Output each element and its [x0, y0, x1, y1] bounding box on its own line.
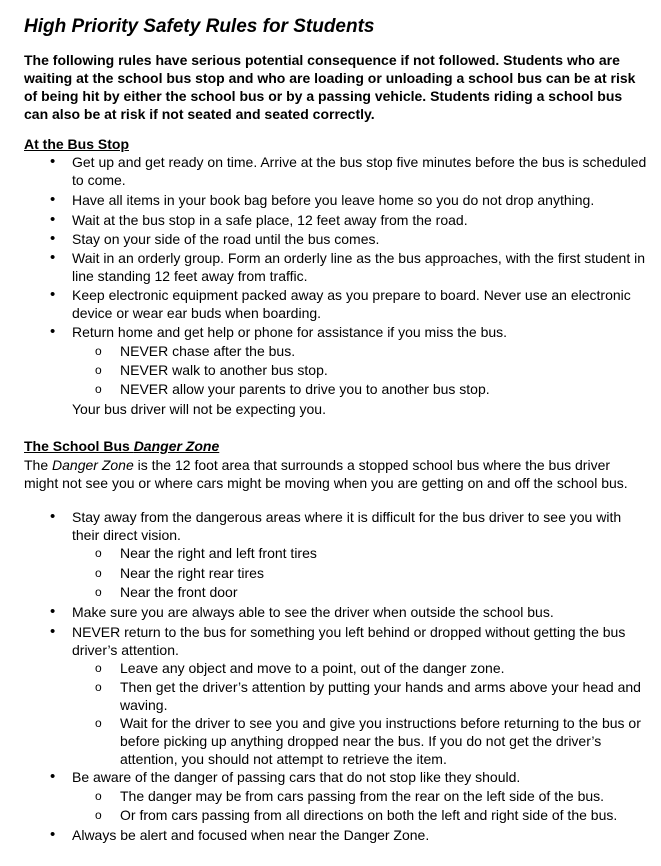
bullet-marker: • — [50, 153, 56, 170]
closing-note: Your bus driver will not be expecting you. — [72, 401, 326, 417]
list-item — [50, 623, 652, 659]
list-item — [50, 211, 652, 229]
sub-list-item-text: Near the front door — [120, 584, 238, 600]
sub-list-item — [95, 361, 650, 379]
sub-bullet-marker: o — [95, 546, 102, 560]
list-item-text: Wait at the bus stop in a safe place, 12 feet away from the road. — [72, 212, 468, 228]
para-text: The — [24, 457, 53, 473]
list-item — [50, 603, 652, 621]
sub-list-item — [95, 678, 650, 714]
list-item-text: Get up and get ready on time. Arrive at the bus stop five minutes before the bus is scheduled to come. — [72, 154, 647, 188]
intro-paragraph: The following rules have serious potential consequence if not followed. Students who are waiting at the school bus stop and who are loading or unloading a school bus can be at risk of being hit by either the school bus or by a passing vehicle. Students riding a school bus can also be at risk if not seated and seated correctly. — [24, 52, 636, 122]
sub-list-item-text: Leave any object and move to a point, out of the danger zone. — [120, 660, 505, 676]
list-item-text: Return home and get help or phone for assistance if you miss the bus. — [72, 324, 508, 340]
list-item-text: Always be alert and focused when near the Danger Zone. — [72, 827, 430, 843]
sub-list-item — [95, 787, 650, 805]
page-title: High Priority Safety Rules for Students — [24, 16, 375, 37]
bullet-marker: • — [50, 249, 56, 266]
sub-list-item-text: NEVER allow your parents to drive you to another bus stop. — [120, 381, 490, 397]
sub-bullet-marker: o — [95, 789, 102, 803]
sub-bullet-marker: o — [95, 661, 102, 675]
sub-bullet-marker: o — [95, 363, 102, 377]
sub-list-item — [95, 714, 650, 768]
list-item-text: Make sure you are always able to see the driver when outside the school bus. — [72, 604, 554, 620]
sub-list-item — [95, 564, 650, 582]
heading-emphasis: Danger Zone — [133, 438, 220, 454]
sub-bullet-marker: o — [95, 344, 102, 358]
bullet-marker: • — [50, 286, 56, 303]
list-item-text: NEVER return to the bus for something you left behind or dropped without getting the bus driver’s attention. — [72, 624, 626, 658]
sub-list-item — [95, 342, 650, 360]
danger-zone-definition — [24, 456, 644, 492]
sub-bullet-marker: o — [95, 585, 102, 599]
bullet-marker: • — [50, 211, 56, 228]
list-item — [50, 249, 652, 285]
sub-bullet-marker: o — [95, 808, 102, 822]
list-item — [50, 153, 652, 189]
list-item-text: Wait in an orderly group. Form an orderly line as the bus approaches, with the first student in line standing 12 feet away from traffic. — [72, 250, 645, 284]
sub-list-item-text: Near the right and left front tires — [120, 545, 317, 561]
list-item — [50, 826, 652, 844]
sub-list-item — [95, 806, 650, 824]
bullet-marker: • — [50, 768, 56, 785]
sub-list-item-text: The danger may be from cars passing from the rear on the left side of the bus. — [120, 788, 605, 804]
list-item-text: Have all items in your book bag before you leave home so you do not drop anything. — [72, 192, 595, 208]
sub-list-item-text: Or from cars passing from all directions on both the left and right side of the bus. — [120, 807, 618, 823]
bullet-marker: • — [50, 191, 56, 208]
list-item — [50, 768, 652, 786]
list-item-text: Keep electronic equipment packed away as you prepare to board. Never use an electronic device or wear ear buds when boarding. — [72, 287, 631, 321]
sub-list-item-text: NEVER walk to another bus stop. — [120, 362, 328, 378]
list-item-text: Stay away from the dangerous areas where it is difficult for the bus driver to see you with their direct vision. — [72, 509, 622, 543]
heading-text: The School Bus — [24, 438, 134, 454]
para-emphasis: Danger Zone — [52, 457, 134, 473]
sub-list-item-text: Wait for the driver to see you and give you instructions before returning to the bus or before picking up anything dropped near the bus. If you do not get the driver’s attention, you should not attempt to retrieve the item. — [120, 715, 641, 767]
list-item — [50, 230, 652, 248]
sub-list-item — [95, 380, 650, 398]
section-heading-danger-zone — [24, 438, 219, 454]
bullet-marker: • — [50, 623, 56, 640]
list-item — [50, 508, 652, 544]
bullet-marker: • — [50, 508, 56, 525]
bullet-marker: • — [50, 230, 56, 247]
sub-list-item — [95, 583, 650, 601]
list-item-text: Be aware of the danger of passing cars that do not stop like they should. — [72, 769, 521, 785]
sub-list-item-text: NEVER chase after the bus. — [120, 343, 296, 359]
section-heading-bus-stop: At the Bus Stop — [24, 136, 129, 152]
sub-bullet-marker: o — [95, 680, 102, 694]
list-item — [50, 323, 652, 341]
sub-bullet-marker: o — [95, 382, 102, 396]
list-item-text: Stay on your side of the road until the bus comes. — [72, 231, 380, 247]
sub-bullet-marker: o — [95, 716, 102, 730]
bullet-marker: • — [50, 603, 56, 620]
sub-list-item-text: Then get the driver’s attention by putting your hands and arms above your head and waving. — [120, 679, 641, 713]
sub-list-item — [95, 659, 650, 677]
sub-bullet-marker: o — [95, 566, 102, 580]
sub-list-item-text: Near the right rear tires — [120, 565, 264, 581]
list-item — [50, 286, 652, 322]
bullet-marker: • — [50, 826, 56, 843]
sub-list-item — [95, 544, 650, 562]
list-item — [50, 191, 652, 209]
para-text: is the 12 foot area that surrounds a stopped school bus where the bus driver might not see you or where cars might be moving when you are getting on and off the school bus. — [24, 457, 628, 491]
bullet-marker: • — [50, 323, 56, 340]
